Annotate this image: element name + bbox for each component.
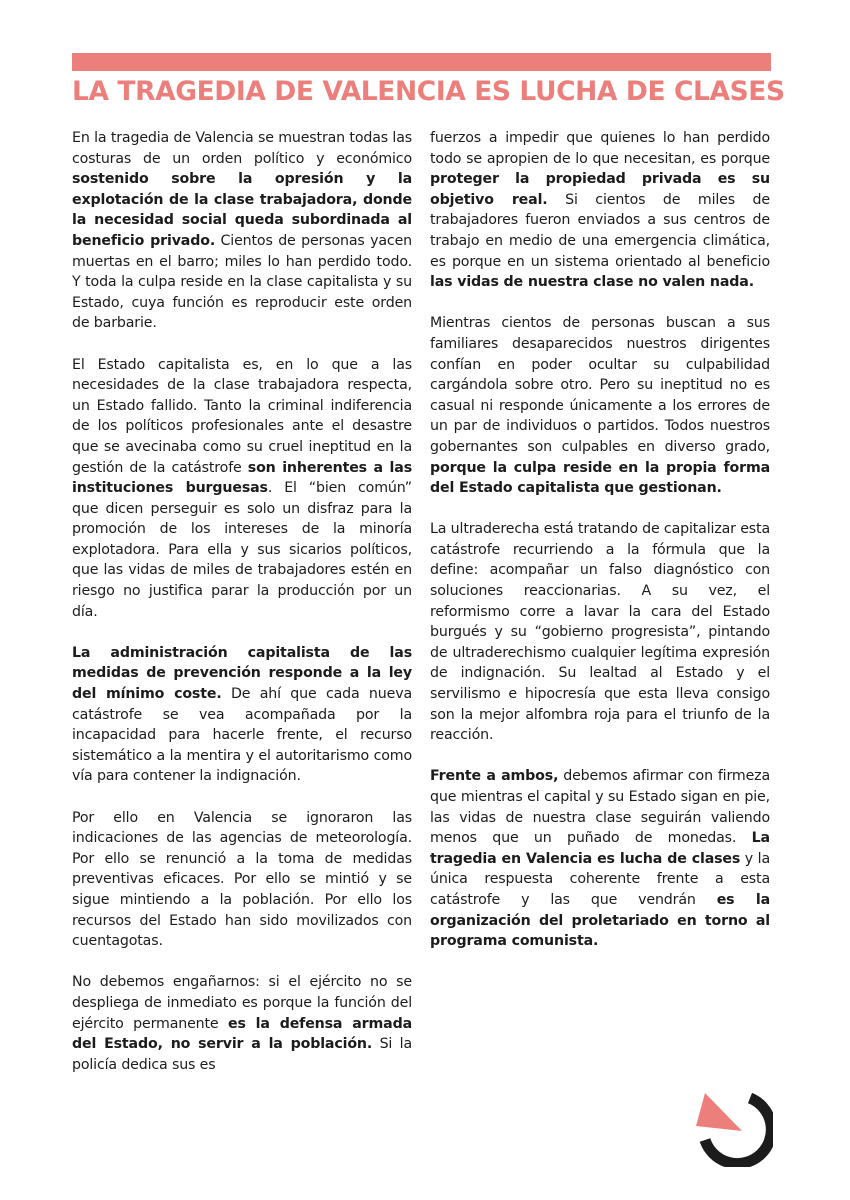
right-column [430, 128, 770, 952]
paragraph-4: Por ello en Valencia se ignoraron las indicaciones de las agencias de meteorología. Por ello se renunció a la toma de medidas preventivas eficaces. Por ello se mintió y se sigue mintiendo a la población. Por ello los recursos del Estado han sido movilizados con cuentagotas. [72, 809, 412, 950]
paragraph-2: El Estado capitalista es, en lo que a las necesidades de la clase trabajadora respecta, un Estado fallido. Tanto la criminal indiferencia de los políticos profesionales ante el desastre que se avecinaba como su cruel ineptitud en la gestión de la catástrofe son inherentes a las instituciones burguesas. El “bien común” que dicen perseguir es solo un disfraz para la promoción de los intereses de la minoría explotadora. Para ella y sus sicarios políticos, que las vidas de miles de trabajadores estén en riesgo no justifica parar la producción por un día. [72, 356, 412, 620]
paragraph-5: No debemos engañarnos: si el ejército no se despliega de inmediato es porque la función del ejército permanente es la defensa armada del Estado, no servir a la población. Si la policía dedica sus es [72, 974, 413, 1073]
paragraph-8: La ultraderecha está tratando de capitalizar esta catástrofe recurriendo a la fórmula que la define: acompañar un falso diagnóstico con soluciones reaccionarias. A su vez, el reformismo corre a lavar la cara del Estado burgués y su “gobierno progresista”, pintando de ultraderechismo cualquier legítima expresión de indignación. Su lealtad al Estado y el servilismo e hipocresía que esta lleva consigo son la mejor alfombra roja para el triunfo de la reacción. [430, 521, 770, 744]
left-column [72, 128, 412, 1075]
paragraph-6: fuerzos a impedir que quienes lo han perdido todo se apropien de lo que necesitan, es porque proteger la propiedad privada es su objetivo real. Si cientos de miles de trabajadores fueron enviados a sus centros de trabajo en medio de una emergencia climática, es porque en un sistema orientado al beneficio las vidas de nuestra clase no valen nada. [430, 130, 770, 291]
circle-with-triangle-logo-icon [693, 1087, 773, 1167]
header-accent-bar [72, 53, 771, 71]
paragraph-3: La administración capitalista de las medidas de prevención responde a la ley del mínimo coste. De ahí que cada nueva catástrofe se vea acompañada por la incapacidad para hacerle frente, el recurso sistemático a la mentira y el autoritarismo como vía para contener la indignación. [72, 644, 412, 785]
page-title: LA TRAGEDIA DE VALENCIA ES LUCHA DE CLASES [72, 76, 785, 107]
paragraph-1: En la tragedia de Valencia se muestran todas las costuras de un orden político y económico sostenido sobre la opresión y la explotación de la clase trabajadora, donde la necesidad social queda subordinada al beneficio privado. Cientos de personas yacen muertas en el barro; miles lo han perdido todo. Y toda la culpa reside en la clase capitalista y su Estado, cuya función es reproducir este orden de barbarie. [72, 130, 412, 332]
paragraph-9: Frente a ambos, debemos afirmar con firmeza que mientras el capital y su Estado sigan en pie, las vidas de nuestra clase seguirán valiendo menos que un puñado de monedas. La tragedia en Valencia es lucha de clases y la única respuesta coherente frente a esta catástrofe y las que vendrán es la organización del proletariado en torno al programa comunista. [430, 768, 770, 950]
paragraph-7: Mientras cientos de personas buscan a sus familiares desaparecidos nuestros dirigentes confían en poder ocultar su culpabilidad cargándola sobre otro. Pero su ineptitud no es casual ni responde únicamente a los errores de un par de individuos o partidos. Todos nuestros gobernantes son culpables en diverso grado, porque la culpa reside en la propia forma del Estado capitalista que gestionan. [430, 315, 770, 497]
